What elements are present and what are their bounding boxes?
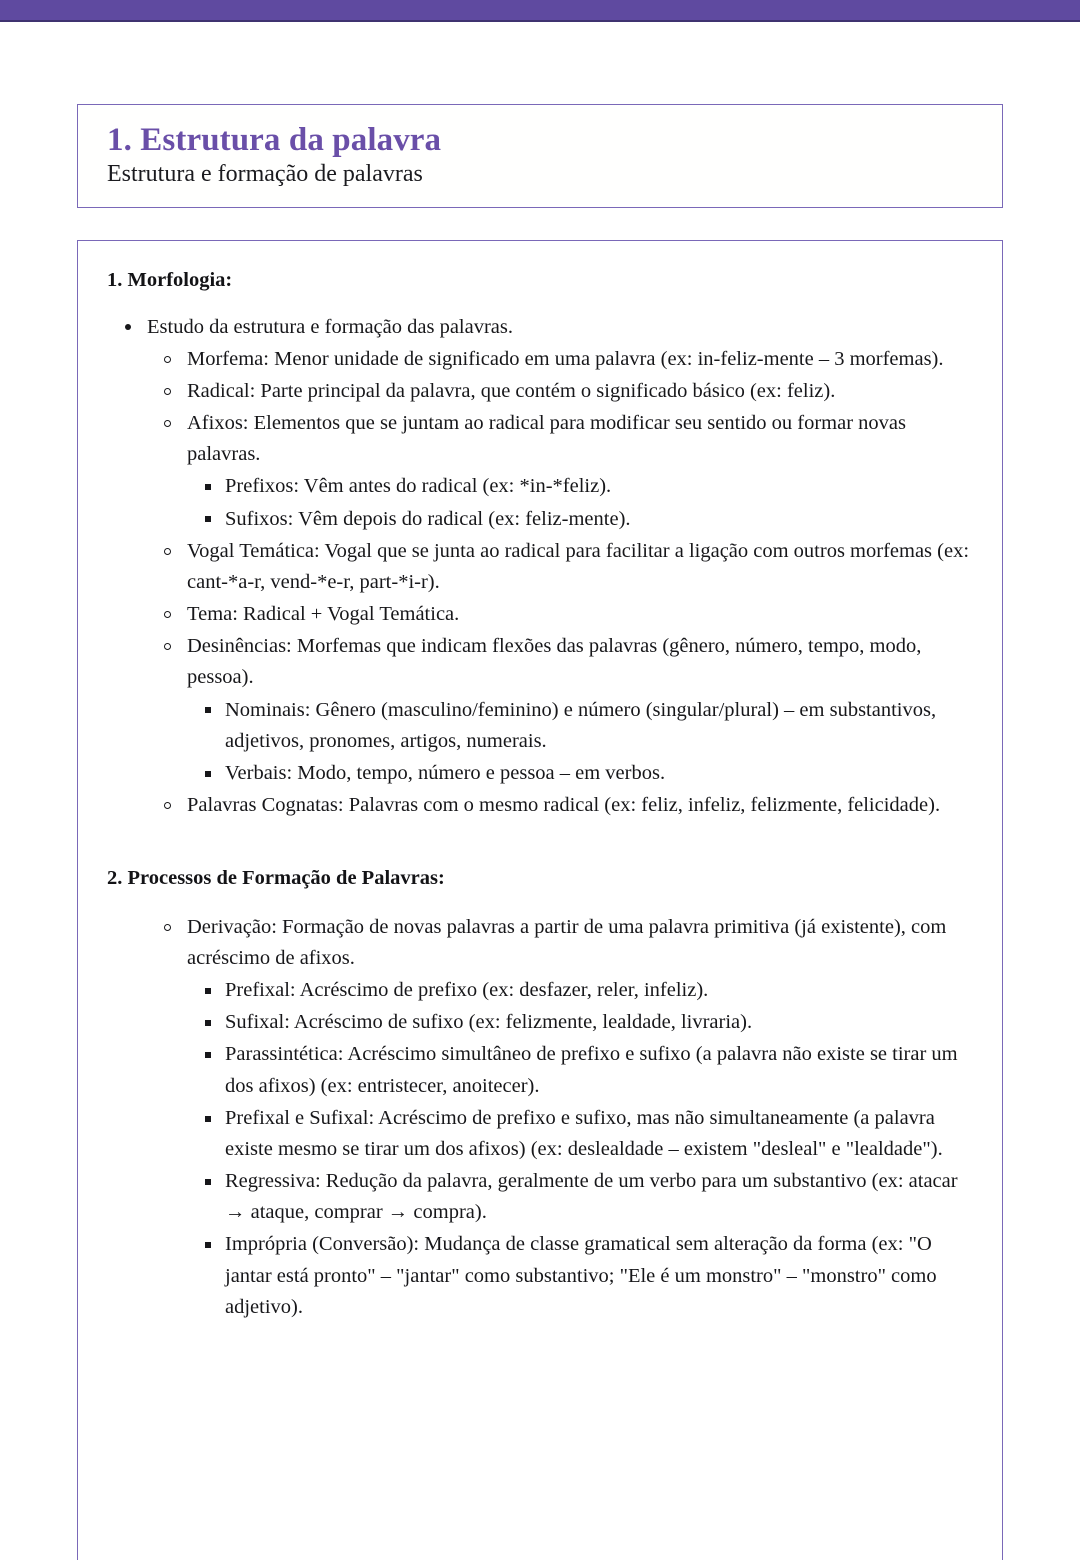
list-item bbox=[187, 1229, 980, 1322]
list-item bbox=[147, 790, 980, 821]
list-item-label: Morfema: Menor unidade de significado em uma palavra (ex: in-feliz-mente – 3 morfemas). bbox=[187, 347, 944, 370]
list-item bbox=[107, 312, 980, 822]
list-item bbox=[147, 344, 980, 375]
circle-bullet-icon bbox=[164, 802, 171, 809]
list-processos-formacao bbox=[147, 912, 980, 1323]
list-item-label: Prefixal: Acréscimo de prefixo (ex: desfazer, reler, infeliz). bbox=[225, 979, 709, 1002]
list-item bbox=[147, 376, 980, 407]
list-item bbox=[187, 471, 980, 502]
list-item bbox=[147, 408, 980, 535]
sublist-morfologia bbox=[147, 344, 980, 821]
list-morfologia bbox=[107, 312, 980, 822]
sublist-desinencias bbox=[187, 695, 980, 789]
list-item bbox=[187, 1166, 980, 1228]
list-item-label: Parassintética: Acréscimo simultâneo de prefixo e sufixo (a palavra não existe se tirar um dos afixos) (ex: entristecer, anoitecer). bbox=[225, 1043, 958, 1097]
list-item-label: Prefixos: Vêm antes do radical (ex: *in-*feliz). bbox=[225, 475, 612, 498]
section-heading-processos-formacao: 2. Processos de Formação de Palavras: bbox=[107, 867, 445, 890]
square-bullet-icon bbox=[205, 1052, 211, 1058]
title-card-inner bbox=[78, 105, 1002, 188]
circle-bullet-icon bbox=[164, 356, 171, 363]
list-item-label: Regressiva: Redução da palavra, geralmente de um verbo para um substantivo (ex: atacar → ataque, comprar → compra). bbox=[225, 1170, 958, 1224]
list-item-label: Vogal Temática: Vogal que se junta ao radical para facilitar a ligação com outros morfemas (ex: cant-*a-r, vend-*e-r, part-*i-r). bbox=[187, 539, 970, 593]
square-bullet-icon bbox=[205, 707, 211, 713]
list-item bbox=[147, 912, 980, 1323]
disc-bullet-icon bbox=[125, 324, 131, 330]
list-item-label: Palavras Cognatas: Palavras com o mesmo radical (ex: feliz, infeliz, felizmente, felicidade). bbox=[187, 793, 941, 816]
square-bullet-icon bbox=[205, 1020, 211, 1026]
list-item-label: Afixos: Elementos que se juntam ao radical para modificar seu sentido ou formar novas palavras. bbox=[187, 412, 906, 466]
title-card bbox=[77, 104, 1003, 208]
list-item-label: Imprópria (Conversão): Mudança de classe gramatical sem alteração da forma (ex: "O jantar está pronto" – "jantar" como substantivo; "Ele é um monstro" – "monstro" como adjetivo). bbox=[225, 1233, 937, 1318]
list-item-label: Sufixos: Vêm depois do radical (ex: feliz-mente). bbox=[225, 507, 631, 530]
circle-bullet-icon bbox=[164, 924, 171, 931]
list-item bbox=[187, 1039, 980, 1101]
sublist-derivacao bbox=[187, 975, 980, 1323]
list-item bbox=[187, 758, 980, 789]
list-item bbox=[187, 504, 980, 535]
circle-bullet-icon bbox=[164, 611, 171, 618]
square-bullet-icon bbox=[205, 516, 211, 522]
list-item-label: Derivação: Formação de novas palavras a partir de uma palavra primitiva (já existente), com acréscimo de afixos. bbox=[187, 915, 947, 969]
list-item-label: Nominais: Gênero (masculino/feminino) e número (singular/plural) – em substantivos, adjetivos, pronomes, artigos, numerais. bbox=[225, 698, 937, 752]
square-bullet-icon bbox=[205, 1116, 211, 1122]
list-item-label: Tema: Radical + Vogal Temática. bbox=[187, 603, 460, 626]
circle-bullet-icon bbox=[164, 388, 171, 395]
content-body bbox=[78, 241, 1002, 1323]
list-item bbox=[147, 536, 980, 598]
list-item bbox=[187, 695, 980, 757]
list-item-label: Sufixal: Acréscimo de sufixo (ex: felizmente, lealdade, livraria). bbox=[225, 1011, 753, 1034]
page-title: 1. Estrutura da palavra bbox=[107, 122, 442, 158]
circle-bullet-icon bbox=[164, 643, 171, 650]
list-item bbox=[187, 1103, 980, 1165]
list-item-label: Desinências: Morfemas que indicam flexões das palavras (gênero, número, tempo, modo, pessoa). bbox=[187, 635, 922, 689]
content-card bbox=[77, 240, 1003, 1560]
list-item-label: Estudo da estrutura e formação das palavras. bbox=[147, 315, 514, 338]
page-subtitle: Estrutura e formação de palavras bbox=[107, 160, 423, 187]
list-item bbox=[147, 599, 980, 630]
list-item-label: Radical: Parte principal da palavra, que contém o significado básico (ex: feliz). bbox=[187, 379, 836, 402]
square-bullet-icon bbox=[205, 1179, 211, 1185]
square-bullet-icon bbox=[205, 484, 211, 490]
circle-bullet-icon bbox=[164, 420, 171, 427]
list-item-label: Verbais: Modo, tempo, número e pessoa – em verbos. bbox=[225, 761, 666, 784]
list-item bbox=[147, 631, 980, 789]
square-bullet-icon bbox=[205, 771, 211, 777]
circle-bullet-icon bbox=[164, 548, 171, 555]
square-bullet-icon bbox=[205, 1242, 211, 1248]
square-bullet-icon bbox=[205, 988, 211, 994]
sublist-afixos bbox=[187, 471, 980, 534]
section-heading-morfologia: 1. Morfologia: bbox=[107, 269, 233, 291]
list-item bbox=[187, 1007, 980, 1038]
list-item bbox=[187, 975, 980, 1006]
list-item-label: Prefixal e Sufixal: Acréscimo de prefixo e sufixo, mas não simultaneamente (a palavra existe mesmo se tirar um dos afixos) (ex: deslealdade – existem "desleal" e "lealdade"). bbox=[225, 1106, 943, 1160]
page-top-accent-bar bbox=[0, 0, 1080, 22]
